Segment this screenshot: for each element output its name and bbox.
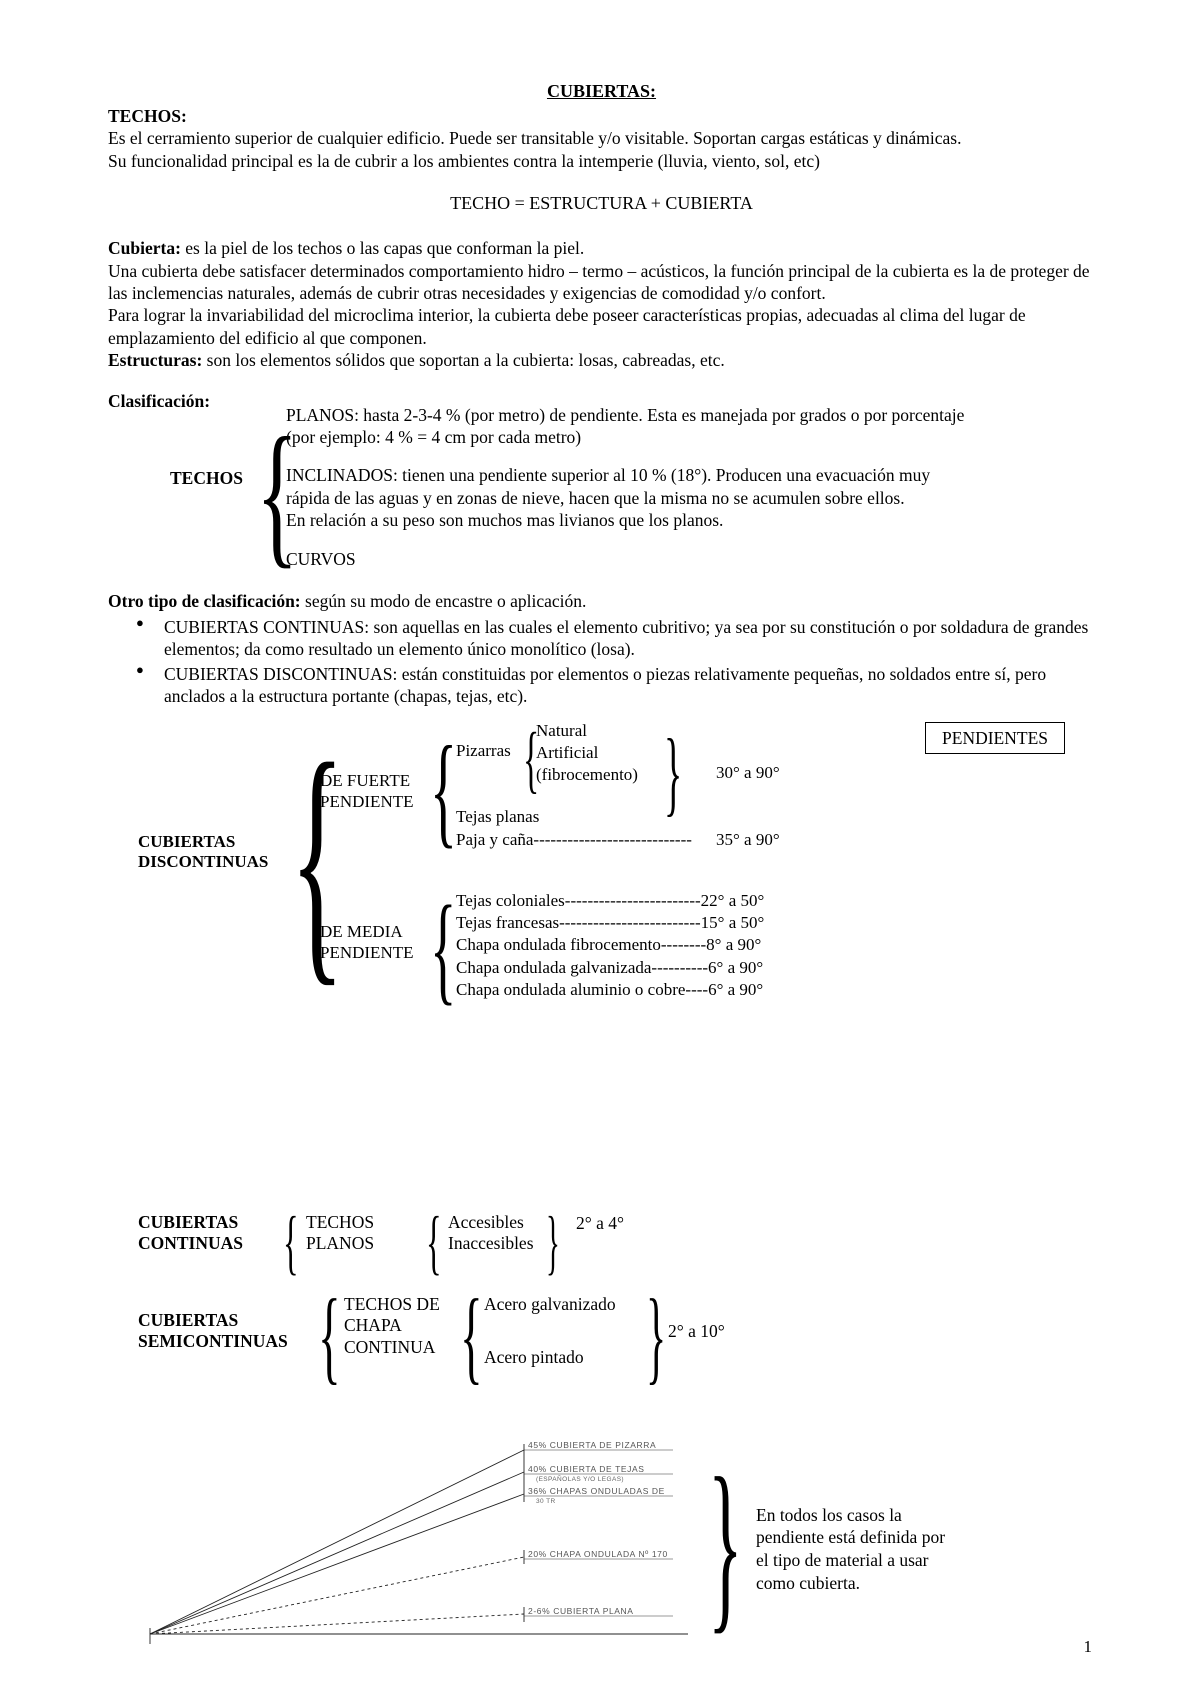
label-paja-y-cana: Paja y caña---------------------------- xyxy=(456,829,692,849)
inclinados-line-3: En relación a su peso son muchos mas livianos que los planos. xyxy=(286,510,724,531)
value-2-a-10: 2° a 10° xyxy=(668,1320,725,1341)
label-de-media-pendiente xyxy=(320,921,413,964)
techos-paragraph-2: Su funcionalidad principal es la de cubrir a los ambientes contra la intemperie (lluvia, viento, sol, etc) xyxy=(108,150,820,171)
techos-heading: TECHOS: xyxy=(108,106,187,127)
planos-line-1: PLANOS: hasta 2-3-4 % (por metro) de pendiente. Esta es manejada por grados o por porcentaje xyxy=(286,404,965,425)
techos-chapa-line-1: TECHOS DE xyxy=(344,1293,440,1314)
brace-fan-chart: } xyxy=(708,1439,743,1650)
page-number: 1 xyxy=(1083,1637,1092,1657)
estructuras-definition xyxy=(108,349,1095,371)
label-cubiertas-semicontinuas xyxy=(138,1310,288,1354)
cubierta-label: Cubierta: xyxy=(108,238,181,259)
label-pizarras: Pizarras xyxy=(456,740,511,760)
clasificacion-heading: Clasificación: xyxy=(108,390,211,411)
clasificacion-bullet-list xyxy=(108,616,1095,708)
cub-cont-line-1: CUBIERTAS xyxy=(138,1211,239,1232)
pizarras-item-list xyxy=(536,720,638,786)
cubierta-definition-text: es la piel de los techos o las capas que conforman la piel. xyxy=(180,238,585,259)
brace-acero: { xyxy=(460,1276,483,1394)
brace-techos-planos: { xyxy=(426,1201,442,1282)
brace-semicontinuas: { xyxy=(318,1276,341,1394)
inclinados-line-2: rápida de las aguas y en zonas de nieve, hacen que la misma no se acumulen sobre ellos. xyxy=(286,487,905,508)
value-2-a-4: 2° a 4° xyxy=(576,1212,625,1233)
cub-cont-line-2: CONTINUAS xyxy=(138,1232,244,1253)
techos-paragraph-1: Es el cerramiento superior de cualquier edificio. Puede ser transitable y/o visitable. Soportan cargas estáticas y dinámicas. xyxy=(108,128,962,149)
clasificacion-item-curvos: CURVOS xyxy=(286,548,356,569)
label-tejas-planas: Tejas planas xyxy=(456,806,540,826)
label-techos-chapa-continua xyxy=(344,1294,440,1360)
otro-tipo-text: según su modo de encastre o aplicación. xyxy=(300,590,587,611)
brace-continuas-valor: } xyxy=(546,1201,560,1282)
pizarras-item-fibrocemento: (fibrocemento) xyxy=(536,764,638,784)
fan-label-3b: 30 TR xyxy=(536,1497,556,1505)
cubierta-definition xyxy=(108,237,1095,259)
brace-semicontinuas-valor: } xyxy=(646,1276,667,1394)
techos-chapa-line-3: CONTINUA xyxy=(344,1337,436,1358)
brace-continuas: { xyxy=(283,1201,299,1282)
accesibilidad-item-list xyxy=(448,1212,534,1254)
cubierta-paragraph-2: Una cubierta debe satisfacer determinados comportamiento hidro – termo – acústicos, la función principal de la cubierta es la de proteger de las inclemencias naturales, además de cubrir otras necesidades y exigencias de comodidad y/o confort. xyxy=(108,260,1090,304)
brace-pizarras: { xyxy=(523,717,540,801)
list-item: ● CUBIERTAS DISCONTINUAS: están constituidas por elementos o piezas relativamente pequeñas, no soldados entre sí, pero anclados a la estructura portante (chapas, tejas, etc). xyxy=(108,663,1095,708)
media-item-tejas-coloniales: Tejas coloniales------------------------22° a 50° xyxy=(456,890,765,910)
otro-tipo-label: Otro tipo de clasificación: xyxy=(108,590,301,611)
inclinados-line-1: INCLINADOS: tienen una pendiente superior al 10 % (18°). Producen una evacuación muy xyxy=(286,465,931,486)
brace-fuerte-valores: } xyxy=(664,718,683,825)
fan-chart-note: En todos los casos la pendiente está definida por el tipo de material a usar como cubierta. xyxy=(756,1504,946,1593)
clasificacion-block xyxy=(108,390,1095,590)
pendientes-box: PENDIENTES xyxy=(925,722,1065,754)
item-acero-galvanizado: Acero galvanizado xyxy=(484,1293,616,1314)
estructuras-label: Estructuras: xyxy=(108,350,203,371)
item-accesibles: Accesibles xyxy=(448,1211,524,1232)
media-pendiente-item-list xyxy=(456,890,764,1002)
media-line-2: PENDIENTE xyxy=(320,942,414,962)
value-30-a-90: 30° a 90° xyxy=(716,762,780,782)
cub-disc-line-1: CUBIERTAS xyxy=(138,831,236,851)
label-de-fuerte-pendiente xyxy=(320,770,413,813)
list-item: ● CUBIERTAS CONTINUAS: son aquellas en las cuales el elemento cubritivo; ya sea por su constitución o por soldadura de grandes elementos; da como resultado un elemento único monolítico (losa). xyxy=(108,616,1095,661)
clasificacion-items xyxy=(286,404,1026,570)
cubierta-paragraph-3: Para lograr la invariabilidad del microclima interior, la cubierta debe poseer características propias, adecuadas al clima del lugar de emplazamiento del edificio al que componen. xyxy=(108,305,1026,348)
value-35-a-90: 35° a 90° xyxy=(716,829,780,849)
techos-chapa-line-2: CHAPA xyxy=(344,1315,402,1336)
media-item-chapa-aluminio: Chapa ondulada aluminio o cobre----6° a 90° xyxy=(456,980,764,1000)
pizarras-item-natural: Natural xyxy=(536,720,587,740)
item-inaccesibles: Inaccesibles xyxy=(448,1232,534,1253)
pendientes-diagram xyxy=(108,708,1095,1204)
cubiertas-continuas-row xyxy=(108,1201,1095,1282)
fuerte-line-2: PENDIENTE xyxy=(320,791,414,811)
pizarras-item-artificial: Artificial xyxy=(536,742,599,762)
brace-discontinuas: { xyxy=(290,708,345,1008)
cub-semi-line-2: SEMICONTINUAS xyxy=(138,1331,288,1352)
media-item-chapa-galvanizada: Chapa ondulada galvanizada----------6° a 90° xyxy=(456,957,764,977)
item-acero-pintado: Acero pintado xyxy=(484,1347,584,1368)
media-line-1: DE MEDIA xyxy=(320,921,403,941)
techos-planos-line-1: TECHOS xyxy=(306,1211,375,1232)
techos-planos-line-2: PLANOS xyxy=(306,1232,375,1253)
fan-chart-svg xyxy=(128,1432,728,1662)
brace-media-pendiente: { xyxy=(430,880,457,1016)
fan-label-2b: (ESPAÑOLAS Y/O LEGAS) xyxy=(536,1475,624,1483)
clasificacion-item-planos xyxy=(286,404,1026,449)
media-item-chapa-fibrocemento: Chapa ondulada fibrocemento--------8° a 90° xyxy=(456,935,762,955)
techos-brace-label: TECHOS xyxy=(170,467,243,488)
fan-label-1: 45% CUBIERTA DE PIZARRA xyxy=(528,1439,657,1450)
estructuras-definition-text: son los elementos sólidos que soportan a la cubierta: losas, cabreadas, etc. xyxy=(202,350,725,371)
brace-fuerte-pendiente: { xyxy=(430,721,457,860)
techo-equation: TECHO = ESTRUCTURA + CUBIERTA xyxy=(450,193,753,214)
media-item-tejas-francesas: Tejas francesas-------------------------15° a 50° xyxy=(456,912,765,932)
label-cubiertas-continuas xyxy=(138,1212,243,1254)
brace-techos: { xyxy=(256,403,299,582)
fan-label-5: 2-6% CUBIERTA PLANA xyxy=(528,1605,634,1616)
clasificacion-item-inclinados xyxy=(286,464,1026,531)
otro-tipo-clasificacion xyxy=(108,590,1095,612)
fan-label-3: 36% CHAPAS ONDULADAS DE xyxy=(528,1485,665,1496)
cub-semi-line-1: CUBIERTAS xyxy=(138,1309,239,1330)
slope-fan-chart xyxy=(108,1432,1095,1682)
page-title: CUBIERTAS: xyxy=(546,81,657,101)
label-techos-planos xyxy=(306,1212,374,1254)
planos-line-2: (por ejemplo: 4 % = 4 cm por cada metro) xyxy=(286,426,582,447)
cubiertas-semicontinuas-row xyxy=(108,1276,1095,1396)
fan-label-2: 40% CUBIERTA DE TEJAS xyxy=(528,1463,645,1474)
fan-label-4: 20% CHAPA ONDULADA Nº 170 xyxy=(528,1548,668,1559)
label-cubiertas-discontinuas xyxy=(138,832,268,873)
acero-item-list xyxy=(484,1294,616,1370)
cub-disc-line-2: DISCONTINUAS xyxy=(138,851,269,871)
fuerte-line-1: DE FUERTE xyxy=(320,770,411,790)
